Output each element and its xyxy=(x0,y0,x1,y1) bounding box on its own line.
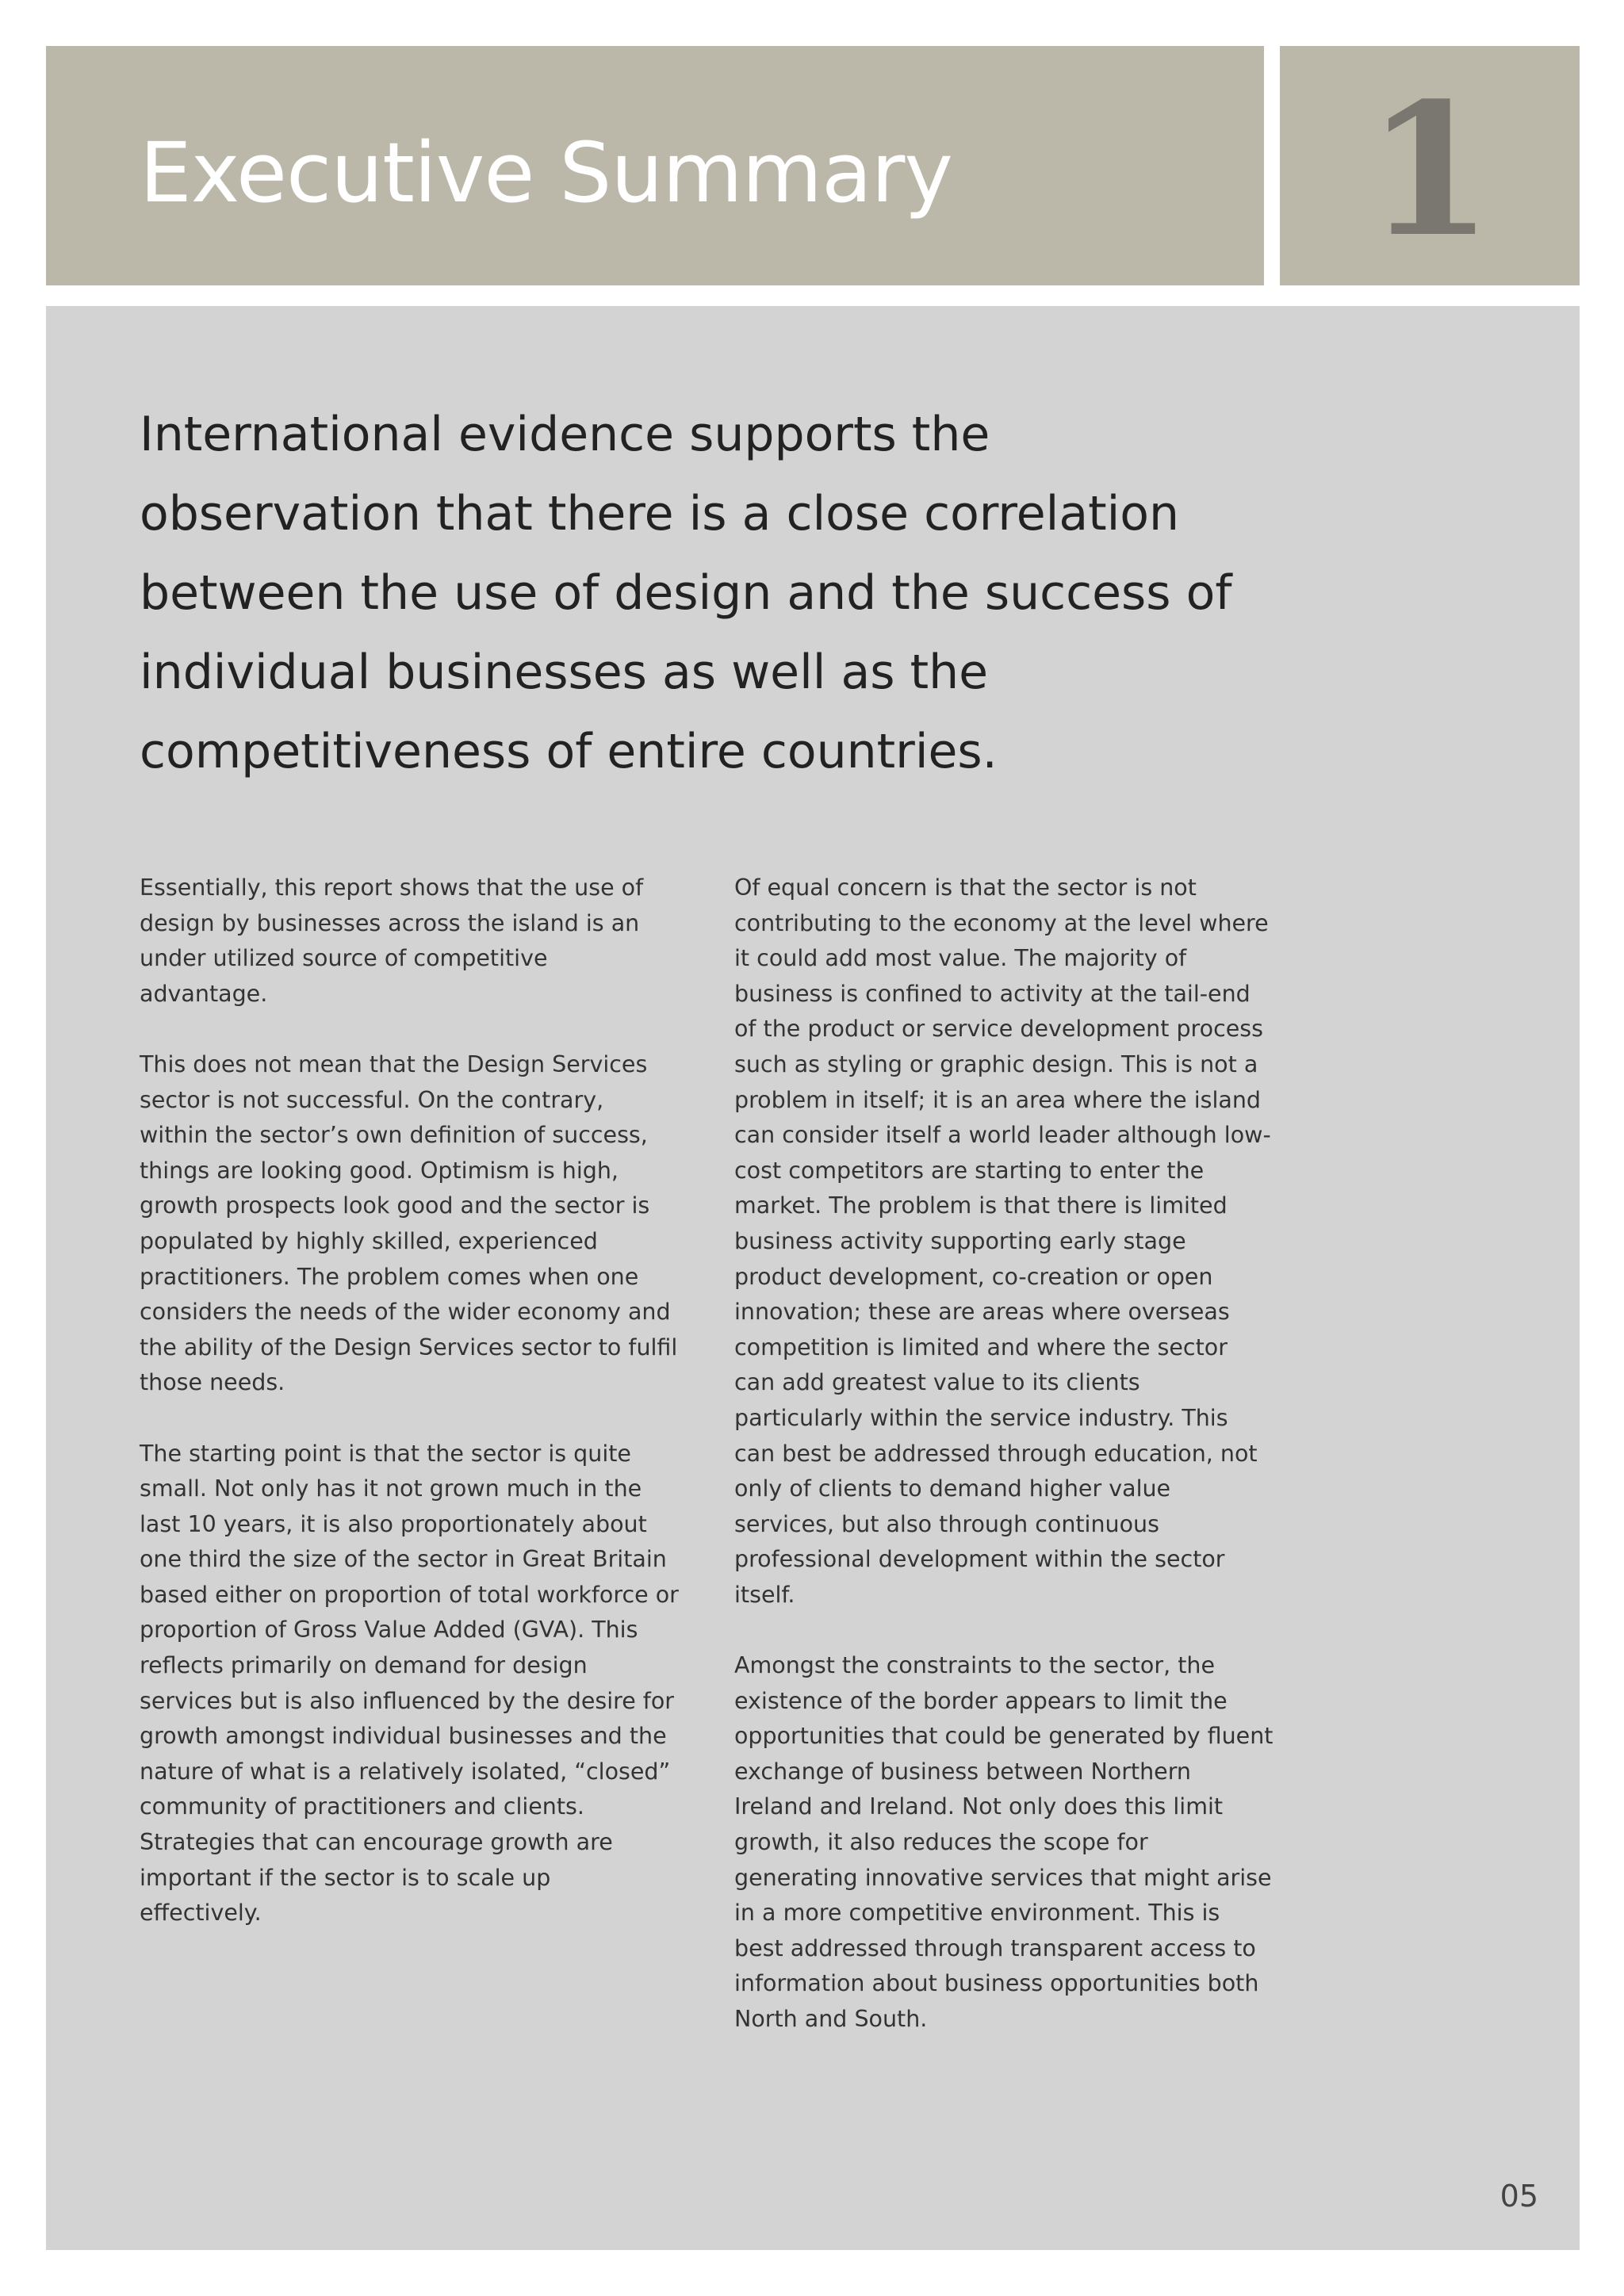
body-column-left xyxy=(140,871,679,1966)
page-title: Executive Summary xyxy=(140,124,952,221)
paragraph: This does not mean that the Design Services sector is not successful. On the contrary, within the sector’s own definition of success, things are looking good. Optimism is high, growth prospects look good and the sector is populated by highly skilled, experienced practitioners. The problem comes when one considers the needs of the wider economy and the ability of the Design Services sector to fulfil those needs. xyxy=(140,1050,678,1396)
page-number: 05 xyxy=(1500,2179,1538,2214)
paragraph: Of equal concern is that the sector is not contributing to the economy at the level where it could add most value. The majority of business is confined to activity at the tail-end of the product or service development process such as styling or graphic design. This is not a problem in itself; it is an area where the island can consider itself a world leader although low-cost competitors are starting to enter the market. The problem is that there is limited business activity supporting early stage product development, co-creation or open innovation; these are areas where overseas competition is limited and where the sector can add greatest value to its clients particularly within the service industry. This can best be addressed through education, not only of clients to demand higher value services, but also through continuous professional development within the sector itself. xyxy=(734,874,1271,1608)
body-column-right xyxy=(734,871,1274,2072)
paragraph: Essentially, this report shows that the use of design by businesses across the island is an under utilized source of competitive advantage. xyxy=(140,874,644,1007)
lead-statement: International evidence supports the observation that there is a close correlation between the use of design and the success of individual businesses as well as the competitiveness of entire countries. xyxy=(140,407,1232,779)
chapter-number: 1 xyxy=(1365,63,1494,277)
paragraph: Amongst the constraints to the sector, the existence of the border appears to limit the opportunities that could be generated by fluent exchange of business between Northern Ireland and Ireland. Not only does this limit growth, it also reduces the scope for generating innovative services that might arise in a more competitive environment. This is best addressed through transparent access to information about business opportunities both North and South. xyxy=(734,1652,1274,2032)
paragraph: The starting point is that the sector is quite small. Not only has it not grown much in the last 10 years, it is also proportionately about one third the size of the sector in Great Britain based either on proportion of total workforce or proportion of Gross Value Added (GVA). This reflects primarily on demand for design services but is also influenced by the desire for growth amongst individual businesses and the nature of what is a relatively isolated, “closed” community of practitioners and clients. Strategies that can encourage growth are important if the sector is to scale up effectively. xyxy=(140,1440,679,1927)
